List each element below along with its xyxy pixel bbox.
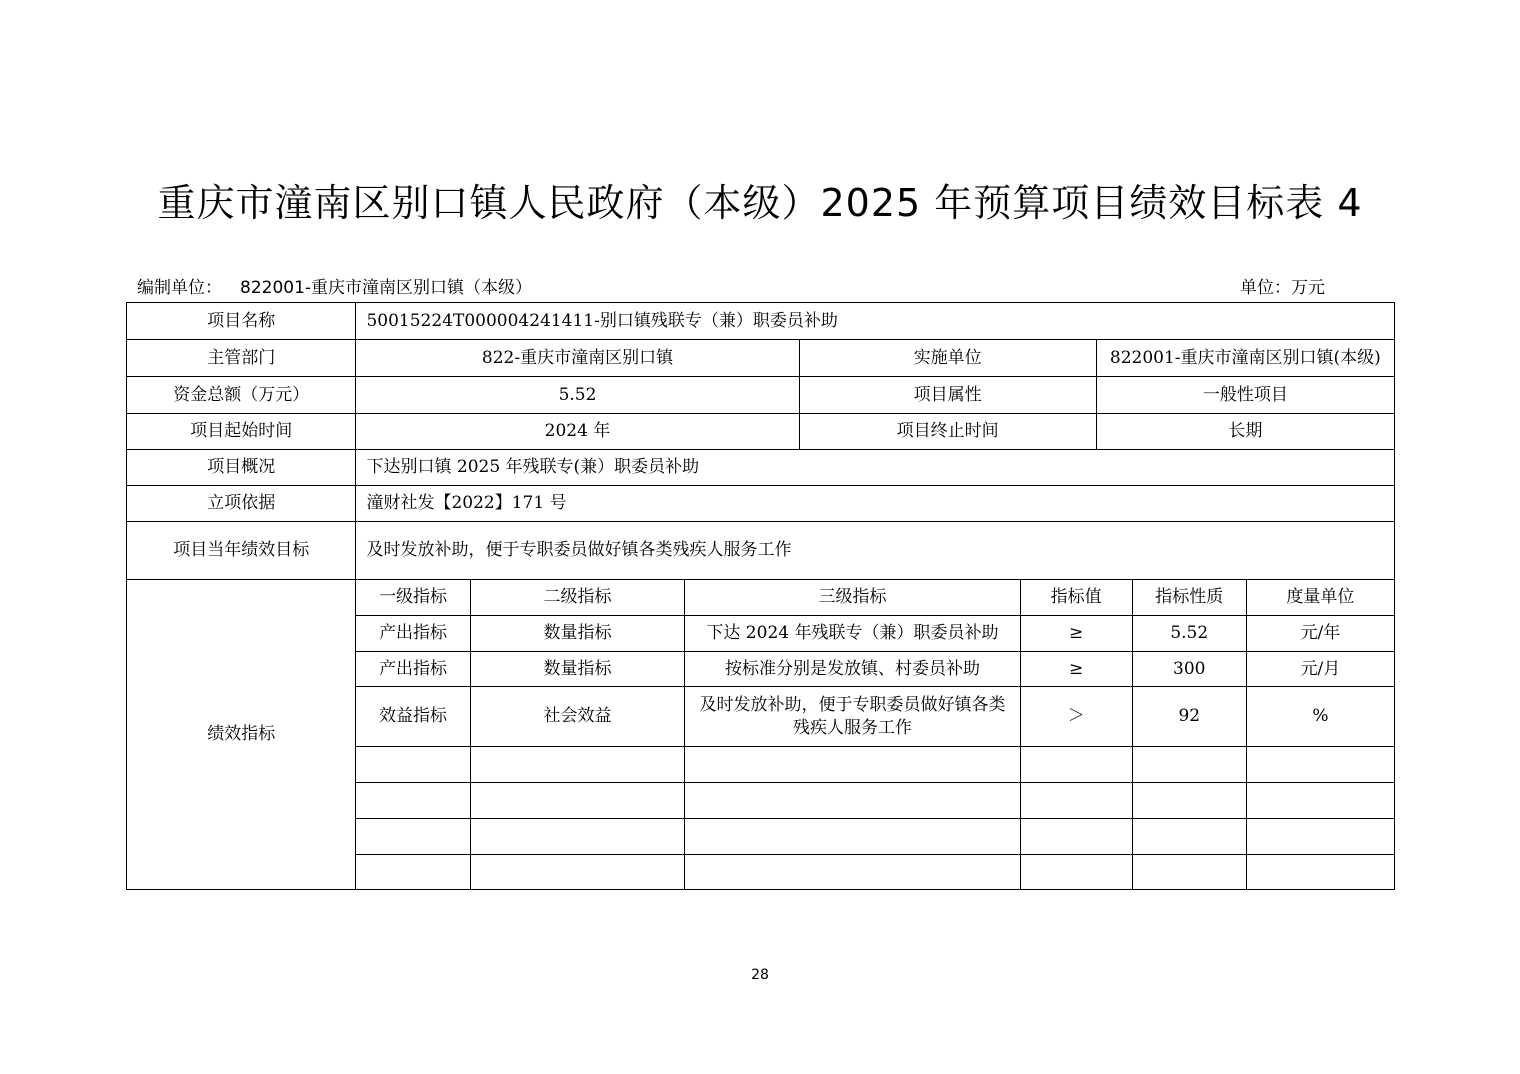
performance-target-table bbox=[126, 302, 1395, 890]
goal-value: 及时发放补助，便于专职委员做好镇各类残疾人服务工作 bbox=[356, 522, 1395, 580]
empty-cell bbox=[470, 747, 685, 783]
header-nature: 指标性质 bbox=[1132, 580, 1246, 616]
level1-cell: 产出指标 bbox=[356, 616, 470, 652]
operator-cell: ≥ bbox=[1020, 616, 1132, 652]
level2-cell: 数量指标 bbox=[470, 652, 685, 687]
attr-label: 项目属性 bbox=[799, 377, 1096, 414]
nature-cell: 300 bbox=[1132, 652, 1246, 687]
empty-cell bbox=[685, 855, 1020, 890]
row-goal bbox=[127, 522, 1395, 580]
empty-cell bbox=[356, 855, 470, 890]
header-value: 指标值 bbox=[1020, 580, 1132, 616]
level3-cell: 及时发放补助，便于专职委员做好镇各类残疾人服务工作 bbox=[685, 687, 1020, 747]
indicators-section-label: 绩效指标 bbox=[127, 580, 356, 890]
empty-cell bbox=[1020, 747, 1132, 783]
end-value: 长期 bbox=[1096, 414, 1394, 450]
operator-cell: ＞ bbox=[1020, 687, 1132, 747]
level1-cell: 效益指标 bbox=[356, 687, 470, 747]
empty-cell bbox=[1020, 783, 1132, 819]
compiling-unit-value: 822001-重庆市潼南区别口镇（本级） bbox=[240, 278, 533, 298]
header-unit: 度量单位 bbox=[1246, 580, 1394, 616]
empty-cell bbox=[1246, 783, 1394, 819]
unit-cell: 元/年 bbox=[1246, 616, 1394, 652]
empty-cell bbox=[1246, 855, 1394, 890]
fund-value: 5.52 bbox=[356, 377, 799, 414]
nature-cell: 92 bbox=[1132, 687, 1246, 747]
row-project-name bbox=[127, 303, 1395, 340]
empty-cell bbox=[470, 819, 685, 855]
row-fund bbox=[127, 377, 1395, 414]
empty-cell bbox=[1246, 747, 1394, 783]
empty-cell bbox=[1020, 855, 1132, 890]
level3-cell: 按标准分别是发放镇、村委员补助 bbox=[685, 652, 1020, 687]
row-department bbox=[127, 340, 1395, 377]
level3-cell: 下达 2024 年残联专（兼）职委员补助 bbox=[685, 616, 1020, 652]
start-label: 项目起始时间 bbox=[127, 414, 356, 450]
start-value: 2024 年 bbox=[356, 414, 799, 450]
empty-cell bbox=[1132, 783, 1246, 819]
dept-value: 822-重庆市潼南区别口镇 bbox=[356, 340, 799, 377]
empty-cell bbox=[685, 819, 1020, 855]
indicator-header-row bbox=[127, 580, 1395, 616]
overview-label: 项目概况 bbox=[127, 450, 356, 486]
fund-label: 资金总额（万元） bbox=[127, 377, 356, 414]
empty-cell bbox=[1132, 855, 1246, 890]
empty-cell bbox=[685, 783, 1020, 819]
level2-cell: 数量指标 bbox=[470, 616, 685, 652]
header-level1: 一级指标 bbox=[356, 580, 470, 616]
page-number: 28 bbox=[751, 967, 769, 983]
project-name-value: 50015224T000004241411-别口镇残联专（兼）职委员补助 bbox=[356, 303, 1395, 340]
end-label: 项目终止时间 bbox=[799, 414, 1096, 450]
empty-cell bbox=[356, 819, 470, 855]
level2-cell: 社会效益 bbox=[470, 687, 685, 747]
empty-cell bbox=[1020, 819, 1132, 855]
project-name-label: 项目名称 bbox=[127, 303, 356, 340]
impl-label: 实施单位 bbox=[799, 340, 1096, 377]
empty-cell bbox=[470, 855, 685, 890]
unit-cell: 元/月 bbox=[1246, 652, 1394, 687]
empty-cell bbox=[356, 783, 470, 819]
page-title: 重庆市潼南区别口镇人民政府（本级）2025 年预算项目绩效目标表 4 bbox=[157, 181, 1363, 225]
header-level3: 三级指标 bbox=[685, 580, 1020, 616]
compiling-unit bbox=[137, 273, 532, 298]
compiling-unit-label: 编制单位： bbox=[137, 278, 222, 298]
empty-cell bbox=[1132, 819, 1246, 855]
dept-label: 主管部门 bbox=[127, 340, 356, 377]
header-level2: 二级指标 bbox=[470, 580, 685, 616]
empty-cell bbox=[685, 747, 1020, 783]
nature-cell: 5.52 bbox=[1132, 616, 1246, 652]
attr-value: 一般性项目 bbox=[1096, 377, 1394, 414]
unit-cell: % bbox=[1246, 687, 1394, 747]
goal-label: 项目当年绩效目标 bbox=[127, 522, 356, 580]
empty-cell bbox=[1132, 747, 1246, 783]
operator-cell: ≥ bbox=[1020, 652, 1132, 687]
row-period bbox=[127, 414, 1395, 450]
impl-value: 822001-重庆市潼南区别口镇(本级) bbox=[1096, 340, 1394, 377]
empty-cell bbox=[356, 747, 470, 783]
basis-label: 立项依据 bbox=[127, 486, 356, 522]
basis-value: 潼财社发【2022】171 号 bbox=[356, 486, 1395, 522]
row-basis bbox=[127, 486, 1395, 522]
row-overview bbox=[127, 450, 1395, 486]
level1-cell: 产出指标 bbox=[356, 652, 470, 687]
money-unit: 单位：万元 bbox=[1240, 278, 1325, 298]
empty-cell bbox=[470, 783, 685, 819]
empty-cell bbox=[1246, 819, 1394, 855]
overview-value: 下达别口镇 2025 年残联专(兼）职委员补助 bbox=[356, 450, 1395, 486]
